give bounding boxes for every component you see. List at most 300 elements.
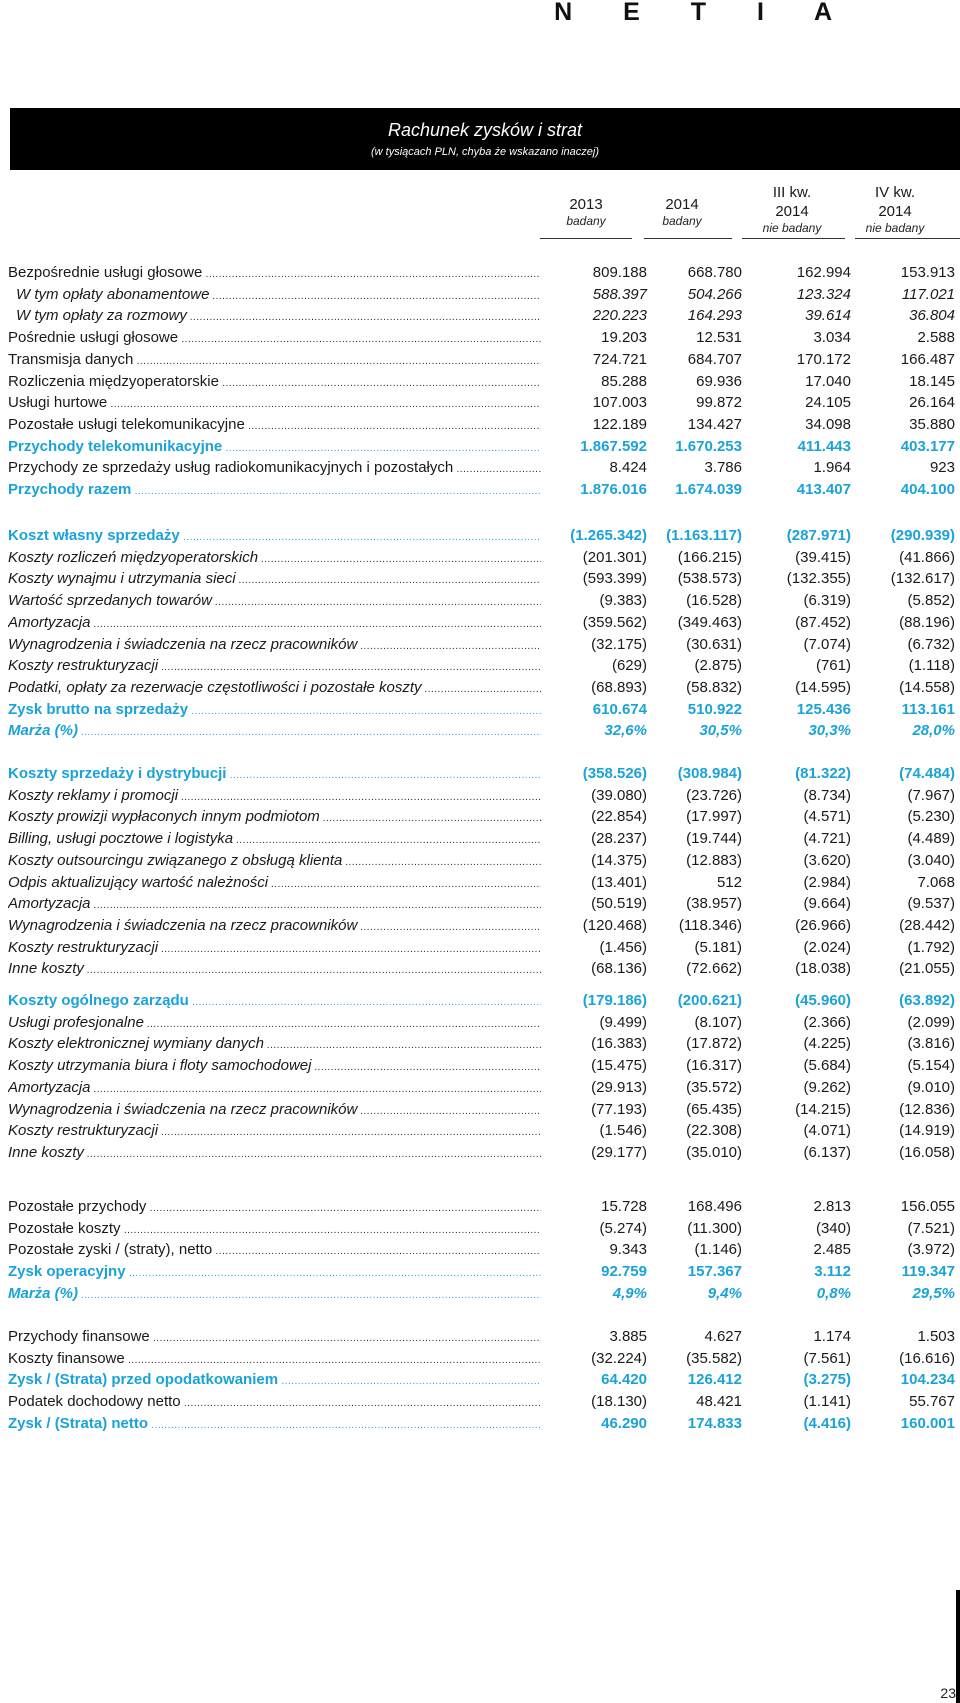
row-value: (45.960) (795, 992, 851, 1009)
row-label: Billing, usługi pocztowe i logistyka ..... (8, 828, 541, 852)
row-label: Zysk brutto na sprzedaży ..... (8, 699, 541, 723)
row-value: 610.674 (592, 700, 647, 718)
row-value: (5.684) (803, 1057, 851, 1075)
row-value: 168.496 (687, 1198, 742, 1215)
row-label: Pozostałe przychody ..... (8, 1196, 541, 1220)
row-value: 3.112 (814, 1263, 851, 1281)
row-label: Koszty outsourcingu związanego z obsługą klienta ..... (8, 850, 541, 874)
row-value: (14.595) (795, 678, 851, 696)
row-value: 724.721 (592, 350, 647, 368)
table-row (8, 284, 960, 306)
row-value: (2.024) (803, 938, 851, 956)
row-value: (17.997) (686, 808, 742, 826)
row-value: (18.130) (591, 1393, 647, 1411)
row-label: Wartość sprzedanych towarów ..... (8, 590, 541, 614)
row-value: (58.832) (686, 678, 742, 696)
row-value: (358.526) (582, 765, 647, 782)
row-value: 1.964 (813, 459, 851, 477)
row-label: Amortyzacja ..... (8, 1077, 541, 1101)
row-value: 1.876.016 (580, 481, 647, 498)
row-value: (18.038) (795, 960, 851, 978)
page-number: 23 (940, 1685, 956, 1701)
row-label: Wynagrodzenia i świadczenia na rzecz pracowników ..... (8, 634, 541, 658)
table-row (8, 1369, 960, 1391)
row-value: (3.040) (907, 851, 955, 869)
row-label: Amortyzacja ..... (8, 612, 541, 636)
row-value: (16.383) (591, 1035, 647, 1053)
row-value: 160.001 (900, 1414, 955, 1432)
row-value: (50.519) (591, 895, 647, 913)
table-row (8, 1348, 960, 1370)
row-value: 510.922 (687, 700, 742, 718)
row-value: (132.617) (890, 570, 955, 588)
row-value: 588.397 (592, 285, 647, 303)
row-value: 413.407 (796, 481, 851, 498)
row-value: (35.010) (686, 1143, 742, 1161)
row-value: (87.452) (795, 613, 851, 631)
statement-title: Rachunek zysków i strat (387, 120, 583, 140)
row-value: (5.852) (907, 592, 955, 610)
row-value: (22.308) (686, 1122, 742, 1140)
table-row (8, 893, 960, 915)
table-row (8, 1055, 960, 1077)
row-label: Podatki, opłaty za rezerwacje częstotliwości i pozostałe koszty ..... (8, 677, 541, 701)
table-row (8, 547, 960, 569)
row-value: 85.288 (601, 372, 647, 390)
row-value: 32,6% (604, 722, 647, 740)
row-value: (538.573) (677, 570, 742, 588)
row-value: (3.620) (803, 851, 851, 869)
row-value: (2.984) (803, 873, 851, 891)
row-value: (4.071) (803, 1122, 851, 1140)
row-value: (349.463) (677, 613, 742, 631)
row-value: 17.040 (805, 372, 851, 390)
row-value: (28.237) (591, 830, 647, 848)
row-value: (16.616) (899, 1349, 955, 1367)
table-row (8, 1218, 960, 1240)
row-value: 134.427 (687, 415, 742, 433)
row-value: 162.994 (796, 264, 851, 281)
row-label: Marża (%) ..... (8, 1283, 541, 1307)
row-value: (5.274) (599, 1219, 647, 1237)
table-row (8, 990, 960, 1012)
row-label: Zysk operacyjny ..... (8, 1261, 541, 1285)
table-row (8, 1391, 960, 1413)
row-value: (5.230) (907, 808, 955, 826)
row-value: (3.275) (803, 1371, 851, 1389)
row-label: Pozostałe usługi telekomunikacyjne ..... (8, 414, 541, 438)
row-label: Przychody finansowe ..... (8, 1326, 541, 1350)
table-row (8, 850, 960, 872)
row-value: (200.621) (677, 992, 742, 1009)
row-value: (38.957) (686, 895, 742, 913)
row-value: (1.163.117) (666, 527, 742, 544)
row-value: 48.421 (696, 1393, 742, 1411)
table-row (8, 915, 960, 937)
row-label: W tym opłaty abonamentowe ..... (8, 284, 541, 308)
row-value: (32.224) (591, 1349, 647, 1367)
column-quarter: III kw. (772, 184, 812, 201)
row-value: 2.813 (813, 1198, 851, 1215)
row-value: 46.290 (601, 1414, 647, 1432)
row-label: Koszty ogólnego zarządu ..... (8, 990, 541, 1014)
row-value: 99.872 (696, 394, 742, 412)
row-label: Zysk / (Strata) netto ..... (8, 1413, 541, 1437)
row-value: 1.174 (813, 1328, 851, 1345)
row-value: 104.234 (900, 1371, 955, 1389)
row-value: 64.420 (601, 1371, 647, 1389)
row-value: (308.984) (677, 765, 742, 782)
table-row (8, 327, 960, 349)
row-value: (6.732) (907, 635, 955, 653)
row-value: 1.503 (917, 1328, 955, 1345)
row-value: 504.266 (687, 285, 742, 303)
row-value: (1.265.342) (570, 527, 647, 544)
row-value: (287.971) (786, 527, 851, 544)
row-value: (8.734) (803, 786, 851, 804)
row-value: 36.804 (909, 307, 955, 325)
row-value: 411.443 (797, 437, 851, 455)
row-value: (2.099) (907, 1013, 955, 1031)
row-value: (29.913) (591, 1078, 647, 1096)
row-value: (16.528) (686, 592, 742, 610)
table-row (8, 568, 960, 590)
row-value: 2.588 (917, 329, 955, 347)
row-value: (14.375) (591, 851, 647, 869)
table-row (8, 677, 960, 699)
row-value: (14.919) (899, 1122, 955, 1140)
row-value: (166.215) (677, 548, 742, 566)
table-row (8, 828, 960, 850)
row-value: (2.366) (803, 1013, 851, 1031)
row-value: 4.627 (704, 1328, 742, 1345)
row-value: (629) (611, 657, 647, 675)
row-label: Wynagrodzenia i świadczenia na rzecz pracowników ..... (8, 915, 541, 939)
row-value: (1.792) (907, 938, 955, 956)
table-row (8, 785, 960, 807)
row-label: Przychody razem ..... (8, 479, 541, 503)
row-value: (359.562) (582, 613, 647, 631)
row-value: 684.707 (687, 350, 742, 368)
table-row (8, 872, 960, 894)
column-audit-status: nie badany (762, 221, 822, 235)
row-value: 69.936 (696, 372, 742, 390)
row-value: 3.786 (704, 459, 742, 477)
row-label: Inne koszty ..... (8, 1142, 541, 1166)
row-value: 9,4% (707, 1284, 742, 1302)
table-row (8, 1033, 960, 1055)
row-value: 2.485 (813, 1241, 851, 1259)
table-row (8, 958, 960, 980)
row-label: Koszty finansowe ..... (8, 1348, 541, 1372)
row-label: Koszty utrzymania biura i floty samochodowej ..... (8, 1055, 541, 1079)
row-label: Amortyzacja ..... (8, 893, 541, 917)
row-value: 3.034 (813, 329, 851, 347)
row-value: 35.880 (909, 415, 955, 433)
row-value: (118.346) (678, 916, 742, 934)
row-value: (290.939) (890, 527, 955, 544)
row-label: Koszty sprzedaży i dystrybucji ..... (8, 763, 541, 787)
row-label: Pozostałe koszty ..... (8, 1218, 541, 1242)
table-row (8, 305, 960, 327)
row-value: (9.664) (803, 895, 851, 913)
row-label: Przychody ze sprzedaży usług radiokomunikacyjnych i pozostałych ..... (8, 457, 541, 481)
row-value: (6.137) (803, 1143, 851, 1161)
row-value: (21.055) (899, 960, 955, 978)
table-row (8, 349, 960, 371)
row-value: (16.317) (686, 1057, 742, 1075)
row-value: 55.767 (909, 1393, 955, 1411)
row-value: (4.571) (803, 808, 851, 826)
row-label: Koszt własny sprzedaży ..... (8, 525, 541, 549)
row-value: 30,5% (699, 722, 742, 740)
row-value: (9.010) (907, 1078, 955, 1096)
row-value: (1.146) (694, 1241, 742, 1259)
row-value: (6.319) (803, 592, 851, 610)
row-value: 157.367 (687, 1263, 742, 1281)
row-value: 3.885 (609, 1328, 647, 1345)
row-value: 512 (716, 873, 742, 891)
row-label: Marża (%) ..... (8, 720, 541, 744)
row-value: 29,5% (912, 1284, 955, 1302)
row-value: (16.058) (899, 1143, 955, 1161)
row-value: (9.499) (599, 1013, 647, 1031)
row-value: (7.967) (907, 786, 955, 804)
page-edge-bar (956, 1590, 960, 1703)
row-value: 117.021 (901, 285, 955, 303)
row-label: Przychody telekomunikacyjne ..... (8, 436, 541, 460)
row-value: (201.301) (582, 548, 647, 566)
row-value: (74.484) (899, 765, 955, 782)
row-value: 15.728 (601, 1198, 647, 1215)
row-label: Koszty elektronicznej wymiany danych ..... (8, 1033, 541, 1057)
row-value: 1.670.253 (675, 437, 742, 455)
row-label: Usługi profesjonalne ..... (8, 1012, 541, 1036)
row-value: (28.442) (899, 916, 955, 934)
row-value: (8.107) (694, 1013, 742, 1031)
row-value: (179.186) (582, 992, 647, 1009)
table-row (8, 371, 960, 393)
statement-subtitle: (w tysiącach PLN, chyba że wskazano inaczej) (370, 146, 600, 158)
row-value: 119.347 (901, 1263, 955, 1281)
row-label: Odpis aktualizujący wartość należności ..... (8, 872, 541, 896)
row-value: (120.468) (582, 916, 647, 934)
row-value: (32.175) (591, 635, 647, 653)
row-value: (14.215) (795, 1100, 851, 1118)
row-value: (1.118) (908, 657, 955, 675)
row-value: 1.674.039 (675, 481, 742, 498)
row-value: 8.424 (609, 459, 647, 477)
table-row (8, 457, 960, 479)
row-value: (3.972) (907, 1241, 955, 1259)
row-value: (5.181) (694, 938, 742, 956)
row-value: 19.203 (601, 329, 647, 347)
row-value: 113.161 (901, 700, 955, 718)
row-value: (5.154) (907, 1057, 955, 1075)
row-value: 153.913 (900, 264, 955, 281)
row-label: Koszty wynajmu i utrzymania sieci ..... (8, 568, 541, 592)
row-label: Wynagrodzenia i świadczenia na rzecz pracowników ..... (8, 1099, 541, 1123)
row-value: (9.262) (803, 1078, 851, 1096)
row-label: Pozostałe zyski / (straty), netto ..... (8, 1239, 541, 1263)
table-row (8, 1142, 960, 1164)
row-value: (12.836) (899, 1100, 955, 1118)
row-value: (14.558) (899, 678, 955, 696)
row-value: (30.631) (686, 635, 742, 653)
row-value: 34.098 (805, 415, 851, 433)
table-row (8, 392, 960, 414)
row-value: 123.324 (796, 285, 851, 303)
table-row (8, 1261, 960, 1283)
row-value: 24.105 (805, 394, 851, 412)
table-row (8, 479, 960, 501)
column-audit-status: badany (566, 214, 606, 228)
row-value: 156.055 (900, 1198, 955, 1215)
table-row (8, 1012, 960, 1034)
row-value: (88.196) (899, 613, 955, 631)
netia-logo: N E T I A (554, 0, 854, 26)
row-label: Koszty rozliczeń międzyoperatorskich ..... (8, 547, 541, 571)
row-value: (4.721) (803, 830, 851, 848)
row-value: 28,0% (912, 722, 955, 740)
row-value: (39.080) (591, 786, 647, 804)
row-value: 126.412 (687, 1371, 742, 1389)
column-audit-status: badany (662, 214, 702, 228)
row-value: 92.759 (601, 1263, 647, 1281)
row-value: 166.487 (900, 350, 955, 368)
row-value: (9.537) (907, 895, 955, 913)
table-row (8, 1326, 960, 1348)
table-row (8, 1099, 960, 1121)
row-value: (15.475) (591, 1057, 647, 1075)
table-row (8, 1413, 960, 1435)
table-row (8, 525, 960, 547)
table-row (8, 655, 960, 677)
row-value: 403.177 (900, 437, 955, 455)
row-value: (4.416) (803, 1414, 851, 1432)
row-value: (1.141) (803, 1393, 851, 1411)
table-row (8, 699, 960, 721)
row-value: (68.136) (591, 960, 647, 978)
row-value: (65.435) (686, 1100, 742, 1118)
row-value: 9.343 (609, 1241, 647, 1259)
row-value: (1.546) (599, 1122, 647, 1140)
row-label: Usługi hurtowe ..... (8, 392, 541, 416)
row-value: (761) (815, 657, 851, 675)
row-label: Koszty restrukturyzacji ..... (8, 655, 541, 679)
row-value: (35.572) (686, 1078, 742, 1096)
row-value: (9.383) (599, 592, 647, 610)
table-row (8, 1077, 960, 1099)
row-label: Zysk / (Strata) przed opodatkowaniem ..... (8, 1369, 541, 1393)
row-label: Koszty restrukturyzacji ..... (8, 937, 541, 961)
row-label: W tym opłaty za rozmowy ..... (8, 305, 541, 329)
row-label: Bezpośrednie usługi głosowe ..... (8, 262, 541, 286)
row-value: 7.068 (917, 873, 955, 891)
row-value: 125.436 (796, 700, 851, 718)
row-value: (132.355) (786, 570, 851, 588)
row-value: (13.401) (591, 873, 647, 891)
row-value: (593.399) (582, 570, 647, 588)
column-year: 2014 (665, 196, 699, 213)
row-label: Koszty restrukturyzacji ..... (8, 1120, 541, 1144)
row-value: (39.415) (795, 548, 851, 566)
row-value: 39.614 (805, 307, 851, 325)
row-value: (7.561) (803, 1349, 851, 1367)
table-row (8, 763, 960, 785)
row-value: 12.531 (696, 329, 742, 347)
row-value: (41.866) (899, 548, 955, 566)
column-year: 2013 (569, 196, 603, 213)
table-row (8, 1196, 960, 1218)
row-label: Koszty reklamy i promocji ..... (8, 785, 541, 809)
row-value: (4.489) (907, 830, 955, 848)
row-value: (29.177) (591, 1143, 647, 1161)
row-value: 923 (929, 459, 955, 477)
table-row (8, 1239, 960, 1261)
table-row (8, 1120, 960, 1142)
row-value: 18.145 (909, 372, 955, 390)
row-value: 4,9% (612, 1284, 647, 1302)
row-label: Inne koszty ..... (8, 958, 541, 982)
row-value: (35.582) (686, 1349, 742, 1367)
row-value: 668.780 (687, 264, 742, 281)
row-value: (26.966) (795, 916, 851, 934)
table-row (8, 634, 960, 656)
row-value: (2.875) (694, 657, 742, 675)
row-label: Podatek dochodowy netto ..... (8, 1391, 541, 1415)
table-row (8, 590, 960, 612)
row-value: (1.456) (599, 938, 647, 956)
row-value: (63.892) (899, 992, 955, 1009)
row-value: (4.225) (803, 1035, 851, 1053)
column-year: 2014 (775, 203, 809, 220)
table-row (8, 436, 960, 458)
table-row (8, 937, 960, 959)
table-row (8, 720, 960, 742)
row-value: (12.883) (686, 851, 742, 869)
row-value: 107.003 (592, 394, 647, 412)
row-value: 1.867.592 (580, 437, 647, 455)
table-row (8, 262, 960, 284)
row-label: Pośrednie usługi głosowe ..... (8, 327, 541, 351)
row-value: (68.893) (591, 678, 647, 696)
row-value: (22.854) (591, 808, 647, 826)
row-value: (19.744) (686, 830, 742, 848)
row-value: (77.193) (591, 1100, 647, 1118)
row-label: Koszty prowizji wypłaconych innym podmiotom ..... (8, 806, 541, 830)
row-value: 0,8% (816, 1284, 851, 1302)
column-quarter: IV kw. (874, 184, 915, 201)
row-value: 170.172 (796, 350, 851, 368)
row-value: 26.164 (909, 394, 955, 412)
table-row (8, 806, 960, 828)
row-value: 174.833 (687, 1414, 742, 1432)
row-value: 404.100 (900, 481, 955, 498)
row-label: Transmisja danych ..... (8, 349, 541, 373)
row-value: 164.293 (687, 307, 742, 325)
row-value: (17.872) (686, 1035, 742, 1053)
table-row (8, 612, 960, 634)
row-value: (3.816) (907, 1035, 955, 1053)
row-value: (23.726) (686, 786, 742, 804)
row-value: 122.189 (592, 415, 647, 433)
row-value: (340) (815, 1219, 851, 1237)
row-value: (81.322) (795, 765, 851, 782)
table-row (8, 414, 960, 436)
table-row (8, 1283, 960, 1305)
column-audit-status: nie badany (865, 221, 925, 235)
